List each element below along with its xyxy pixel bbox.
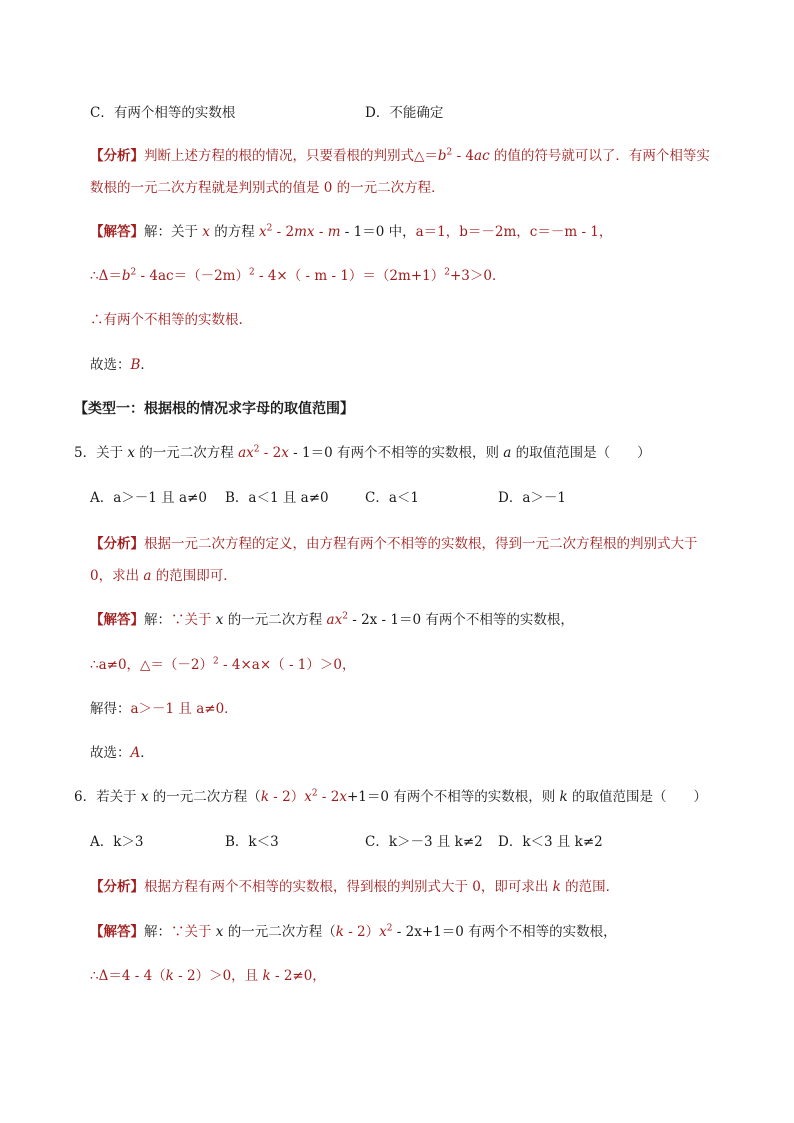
q5-option-c: C．a＜1 — [365, 490, 419, 506]
q5-analysis-line1: 【分析】根据一元二次方程的定义，由方程有两个不相等的实数根，得到一元二次方程根的判别式大于 — [90, 536, 698, 552]
q6-option-a: A．k＞3 — [90, 834, 144, 850]
q4-analysis-line1: 【分析】判断上述方程的根的情况，只要看根的判别式$\triangle=b^2 - 4ac$ 的值的符号就可以了．有两个相等实 — [90, 147, 710, 164]
q4-analysis-line2: 数根的一元二次方程就是判别式的值是 0 的一元二次方程． — [90, 180, 445, 196]
q6-answer-line1: 【解答】解：∵关于 x 的一元二次方程$(k - 2)x^2 - 2x+1=0$ 有两个不相等的实数根， — [90, 923, 617, 940]
section-heading: 【类型一：根据根的情况求字母的取值范围】 — [74, 401, 354, 417]
q6-stem: 6．若关于 x 的一元二次方程$(k - 2)x^2 - 2x+1=0$ 有两个不相等的实数根，则 k 的取值范围是（ ） — [74, 788, 708, 805]
analysis-tag: 【分析】 — [90, 879, 144, 895]
q4-answer-line1: 【解答】解：关于 x 的方程 $x^2 - 2mx - m - 1=0$ 中，a＝1，b＝－2m，c＝－m - 1， — [90, 223, 613, 240]
q5-answer-line1: 【解答】解：∵关于 x 的一元二次方程 $ax^2 - 2x - 1=0$ 有两个不相等的实数根， — [90, 611, 574, 628]
q5-analysis-line2: 0，求出 a 的范围即可． — [90, 568, 237, 584]
q5-option-a: A．a＞－1 且 a≠0 — [90, 490, 207, 506]
answer-tag: 【解答】 — [90, 612, 144, 628]
q6-analysis-line1: 【分析】根据方程有两个不相等的实数根，得到根的判别式大于 0，即可求出 k 的范围． — [90, 879, 620, 895]
q5-answer-line2: ∴a≠0，$\triangle=(-2)^2 - 4\times a\times( - 1)>0$， — [90, 656, 356, 673]
q6-option-c: C．k＞－3 且 k≠2 — [365, 834, 483, 850]
q6-option-b: B．k＜3 — [225, 834, 279, 850]
q4-answer-line2: $\therefore\Delta=b^2 - 4ac=(-2m)^2 - 4\times( - m - 1)=(2m+1)^2+3>0$． — [90, 267, 506, 284]
q4-option-d: D．不能确定 — [365, 105, 444, 121]
q6-option-d: D．k＜3 且 k≠2 — [498, 834, 603, 850]
analysis-tag: 【分析】 — [90, 536, 144, 552]
q5-answer-line3: 解得：a＞－1 且 a≠0． — [90, 701, 238, 717]
q4-answer-line4: 故选：B． — [90, 357, 154, 373]
answer-tag: 【解答】 — [90, 224, 144, 240]
q4-answer-line3: ∴有两个不相等的实数根. — [90, 312, 243, 328]
q5-answer-line4: 故选：A． — [90, 745, 154, 761]
q5-option-b: B．a＜1 且 a≠0 — [225, 490, 329, 506]
q4-option-c: C．有两个相等的实数根 — [90, 105, 236, 121]
analysis-tag: 【分析】 — [90, 148, 144, 164]
q6-answer-line2: ∴Δ＝4 - 4（k - 2）＞0，且 k - 2≠0， — [90, 968, 326, 984]
q5-option-d: D．a＞－1 — [498, 490, 566, 506]
answer-tag: 【解答】 — [90, 924, 144, 940]
q5-stem: 5．关于 x 的一元二次方程 $ax^2 - 2x - 1=0$ 有两个不相等的实数根，则 a 的取值范围是（ ） — [74, 444, 651, 461]
